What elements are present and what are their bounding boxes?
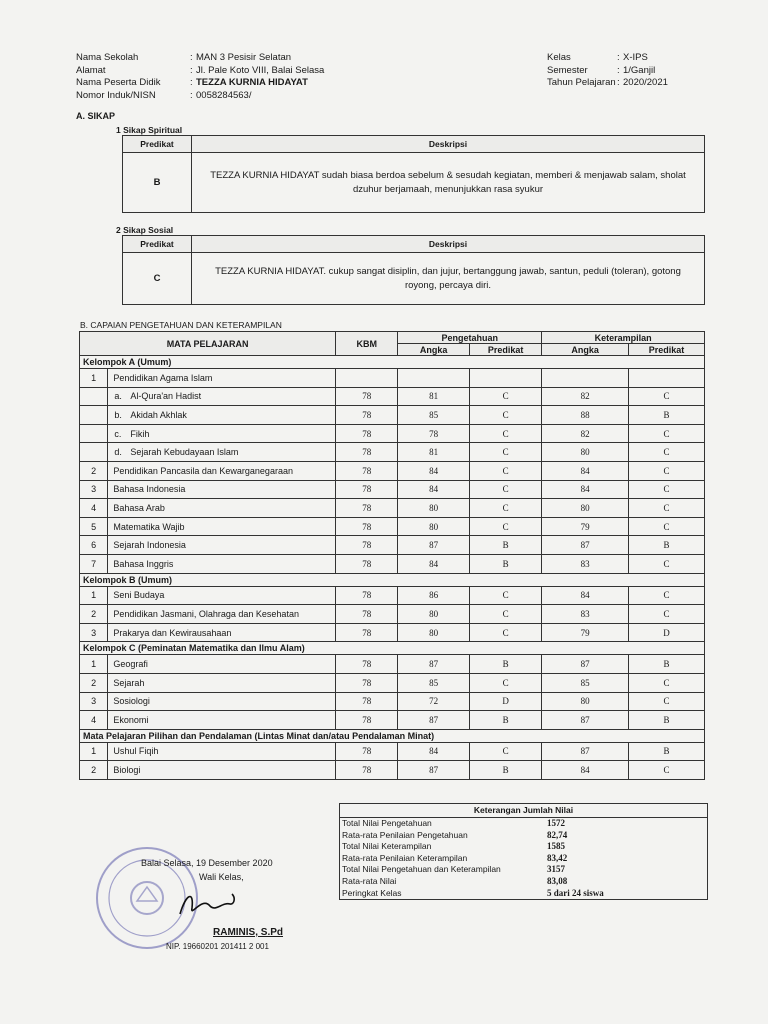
- subject-label: Pendidikan Agama Islam: [113, 372, 213, 383]
- info-label: Tahun Pelajaran: [547, 77, 616, 88]
- table-row: [80, 586, 705, 605]
- summary-label: Peringkat Kelas: [342, 887, 402, 898]
- keterampilan-angka: 82: [542, 387, 629, 406]
- info-value: 0058284563/: [196, 89, 252, 101]
- pengetahuan-angka: 78: [398, 424, 470, 443]
- keterampilan-angka: 87: [542, 711, 629, 730]
- subject-name: [108, 480, 336, 499]
- sign-name: RAMINIS, S.Pd: [213, 927, 284, 938]
- col-keterampilan: Keterampilan: [542, 332, 705, 344]
- kbm-value: [336, 369, 398, 388]
- pengetahuan-angka: 84: [398, 480, 470, 499]
- table-row: [80, 517, 705, 536]
- group-title: Kelompok A (Umum): [80, 356, 705, 369]
- pengetahuan-predikat: D: [469, 692, 541, 711]
- keterampilan-predikat: C: [628, 517, 704, 536]
- info-label: Nama Peserta Didik: [76, 77, 161, 88]
- info-colon: :: [190, 89, 193, 101]
- keterampilan-angka: 84: [542, 761, 629, 780]
- kbm-value: 78: [336, 711, 398, 730]
- table-row: [80, 424, 705, 443]
- col-mata-pelajaran: MATA PELAJARAN: [80, 332, 336, 356]
- table-row: [80, 369, 705, 388]
- kbm-value: 78: [336, 605, 398, 624]
- col-kbm: KBM: [336, 332, 398, 356]
- row-number: 3: [80, 692, 108, 711]
- kbm-value: 78: [336, 673, 398, 692]
- group-title: Mata Pelajaran Pilihan dan Pendalaman (Lintas Minat dan/atau Pendalaman Minat): [80, 729, 705, 742]
- summary-label: Total Nilai Pengetahuan dan Keterampilan: [342, 864, 501, 875]
- pengetahuan-predikat: C: [469, 586, 541, 605]
- keterampilan-predikat: C: [628, 480, 704, 499]
- subject-letter: b.: [114, 409, 122, 420]
- info-colon: :: [617, 64, 620, 76]
- keterampilan-angka: 87: [542, 742, 629, 761]
- subject-name: [108, 673, 336, 692]
- kbm-value: 78: [336, 517, 398, 536]
- table-row: [80, 461, 705, 480]
- spiritual-predikat: B: [123, 153, 192, 213]
- table-row: [80, 623, 705, 642]
- col-pengetahuan-angka: Angka: [398, 344, 470, 356]
- row-number: [80, 406, 108, 425]
- row-number: 2: [80, 461, 108, 480]
- info-label: Semester: [547, 64, 588, 76]
- subject-name: [108, 761, 336, 780]
- subject-label: Akidah Akhlak: [130, 409, 187, 420]
- summary-row: [340, 818, 707, 830]
- pengetahuan-predikat: C: [469, 499, 541, 518]
- subject-name: [108, 461, 336, 480]
- summary-label: Rata-rata Penilaian Pengetahuan: [342, 829, 468, 840]
- subject-label: Sejarah Indonesia: [113, 540, 186, 551]
- keterampilan-angka: 82: [542, 424, 629, 443]
- row-number: [80, 424, 108, 443]
- summary-value: 1572: [547, 818, 565, 828]
- summary-row: [340, 830, 707, 842]
- table-row: [80, 480, 705, 499]
- subject-name: [108, 655, 336, 674]
- summary-row: [340, 864, 707, 876]
- kbm-value: 78: [336, 655, 398, 674]
- info-row: [547, 52, 668, 65]
- table-row: [80, 406, 705, 425]
- keterampilan-angka: 85: [542, 673, 629, 692]
- summary-title: Keterangan Jumlah Nilai: [340, 804, 707, 818]
- summary-box: [339, 803, 708, 900]
- pengetahuan-predikat: B: [469, 711, 541, 730]
- pengetahuan-predikat: C: [469, 517, 541, 536]
- keterampilan-predikat: C: [628, 499, 704, 518]
- table-row: [80, 711, 705, 730]
- sikap-sosial-table: [122, 235, 705, 305]
- keterampilan-angka: 80: [542, 692, 629, 711]
- keterampilan-predikat: B: [628, 536, 704, 555]
- pengetahuan-angka: 87: [398, 711, 470, 730]
- subject-name: [108, 554, 336, 573]
- subject-name: [108, 623, 336, 642]
- summary-row: [340, 888, 707, 900]
- row-number: 2: [80, 761, 108, 780]
- keterampilan-predikat: B: [628, 711, 704, 730]
- subject-label: Sosiologi: [113, 696, 150, 707]
- row-number: [80, 443, 108, 462]
- table-row: [80, 605, 705, 624]
- info-colon: :: [617, 52, 620, 63]
- col-deskripsi: Deskripsi: [192, 236, 705, 253]
- keterampilan-angka: 80: [542, 443, 629, 462]
- row-number: 6: [80, 536, 108, 555]
- subject-label: Bahasa Indonesia: [113, 484, 186, 495]
- section-capaian-title: B. CAPAIAN PENGETAHUAN DAN KETERAMPILAN: [80, 320, 282, 330]
- sign-place-date: Balai Selasa, 19 Desember 2020: [141, 858, 273, 868]
- kbm-value: 78: [336, 623, 398, 642]
- row-number: 4: [80, 711, 108, 730]
- col-predikat: Predikat: [123, 136, 192, 153]
- info-row: [547, 77, 668, 90]
- summary-label: Rata-rata Penilaian Keterampilan: [342, 852, 468, 863]
- table-row: [80, 673, 705, 692]
- pengetahuan-predikat: C: [469, 480, 541, 499]
- col-pengetahuan: Pengetahuan: [398, 332, 542, 344]
- row-number: 2: [80, 673, 108, 692]
- subject-name: [108, 424, 336, 443]
- subject-name: [108, 692, 336, 711]
- kbm-value: 78: [336, 406, 398, 425]
- pengetahuan-angka: 84: [398, 554, 470, 573]
- subject-label: Fikih: [130, 428, 150, 439]
- row-number: 3: [80, 480, 108, 499]
- keterampilan-predikat: C: [628, 586, 704, 605]
- col-keterampilan-predikat: Predikat: [628, 344, 704, 356]
- row-number: 1: [80, 655, 108, 674]
- col-predikat: Predikat: [123, 236, 192, 253]
- kbm-value: 78: [336, 742, 398, 761]
- info-value: MAN 3 Pesisir Selatan: [196, 52, 292, 63]
- pengetahuan-angka: 85: [398, 673, 470, 692]
- pengetahuan-predikat: C: [469, 387, 541, 406]
- group-row: [80, 642, 705, 655]
- keterampilan-predikat: [628, 369, 704, 388]
- keterampilan-predikat: C: [628, 761, 704, 780]
- pengetahuan-predikat: [469, 369, 541, 388]
- pengetahuan-angka: 80: [398, 499, 470, 518]
- info-label: Kelas: [547, 52, 571, 63]
- info-label: Alamat: [76, 64, 106, 76]
- summary-value: 3157: [547, 864, 565, 875]
- keterampilan-predikat: C: [628, 692, 704, 711]
- sosial-predikat: C: [123, 253, 192, 305]
- subject-label: Ekonomi: [113, 714, 149, 725]
- summary-row: [340, 876, 707, 888]
- keterampilan-angka: [542, 369, 629, 388]
- keterampilan-predikat: C: [628, 605, 704, 624]
- pengetahuan-predikat: C: [469, 424, 541, 443]
- subject-label: Sejarah Kebudayaan Islam: [130, 447, 239, 458]
- pengetahuan-predikat: C: [469, 406, 541, 425]
- group-row: [80, 729, 705, 742]
- table-row: [80, 692, 705, 711]
- subject-name: [108, 536, 336, 555]
- info-value: X-IPS: [623, 52, 648, 63]
- table-row: [80, 761, 705, 780]
- summary-value: 1585: [547, 841, 565, 852]
- subject-label: Pendidikan Pancasila dan Kewarganegaraan: [113, 465, 293, 476]
- kbm-value: 78: [336, 443, 398, 462]
- subject-name: [108, 742, 336, 761]
- pengetahuan-angka: 80: [398, 605, 470, 624]
- subject-name: [108, 711, 336, 730]
- pengetahuan-angka: 87: [398, 761, 470, 780]
- kbm-value: 78: [336, 387, 398, 406]
- sikap-spiritual-title: 1 Sikap Spiritual: [116, 125, 183, 135]
- keterampilan-predikat: B: [628, 406, 704, 425]
- pengetahuan-predikat: B: [469, 554, 541, 573]
- col-keterampilan-angka: Angka: [542, 344, 629, 356]
- summary-value: 82,74: [547, 829, 568, 840]
- subject-label: Bahasa Arab: [113, 502, 165, 513]
- row-number: 5: [80, 517, 108, 536]
- info-value: 2020/2021: [623, 77, 668, 88]
- pengetahuan-angka: 87: [398, 536, 470, 555]
- subject-name: [108, 517, 336, 536]
- info-label: Nama Sekolah: [76, 52, 139, 63]
- keterampilan-angka: 87: [542, 655, 629, 674]
- group-title: Kelompok B (Umum): [80, 573, 705, 586]
- keterampilan-angka: 87: [542, 536, 629, 555]
- subject-label: Sejarah: [113, 677, 145, 688]
- pengetahuan-angka: 81: [398, 387, 470, 406]
- table-row: [80, 387, 705, 406]
- pengetahuan-angka: [398, 369, 470, 388]
- keterampilan-angka: 79: [542, 517, 629, 536]
- group-title: Kelompok C (Peminatan Matematika dan Ilmu Alam): [80, 642, 705, 655]
- summary-label: Total Nilai Pengetahuan: [342, 818, 432, 828]
- pengetahuan-predikat: C: [469, 605, 541, 624]
- subject-label: Prakarya dan Kewirausahaan: [113, 627, 232, 638]
- summary-value: 83,08: [547, 875, 568, 886]
- pengetahuan-angka: 84: [398, 461, 470, 480]
- row-number: 1: [80, 586, 108, 605]
- info-value: TEZZA KURNIA HIDAYAT: [196, 77, 308, 88]
- subject-name: [108, 443, 336, 462]
- group-row: [80, 356, 705, 369]
- keterampilan-predikat: C: [628, 387, 704, 406]
- row-number: 2: [80, 605, 108, 624]
- pengetahuan-predikat: B: [469, 536, 541, 555]
- subject-label: Geografi: [113, 659, 148, 670]
- row-number: 7: [80, 554, 108, 573]
- sign-nip: NIP. 19660201 201411 2 001: [166, 942, 269, 951]
- info-row: [547, 65, 668, 78]
- kbm-value: 78: [336, 586, 398, 605]
- pengetahuan-predikat: C: [469, 443, 541, 462]
- row-number: 1: [80, 742, 108, 761]
- summary-value: 83,42: [547, 852, 568, 863]
- col-pengetahuan-predikat: Predikat: [469, 344, 541, 356]
- row-number: 3: [80, 623, 108, 642]
- subject-name: [108, 406, 336, 425]
- pengetahuan-predikat: C: [469, 742, 541, 761]
- keterampilan-predikat: C: [628, 673, 704, 692]
- keterampilan-angka: 83: [542, 554, 629, 573]
- keterampilan-predikat: C: [628, 443, 704, 462]
- keterampilan-angka: 80: [542, 499, 629, 518]
- subject-name: [108, 369, 336, 388]
- subject-name: [108, 387, 336, 406]
- kbm-value: 78: [336, 461, 398, 480]
- summary-value: 5 dari 24 siswa: [547, 887, 604, 898]
- grades-table: [79, 331, 705, 780]
- spiritual-deskripsi: TEZZA KURNIA HIDAYAT sudah biasa berdoa sebelum & sesudah kegiatan, memberi & menjawab salam, sholat dzuhur berjamaah, menunjukkan rasa syukur: [192, 153, 705, 213]
- subject-label: Bahasa Inggris: [113, 558, 174, 569]
- pengetahuan-angka: 80: [398, 623, 470, 642]
- table-row: [80, 499, 705, 518]
- kbm-value: 78: [336, 761, 398, 780]
- sosial-deskripsi: TEZZA KURNIA HIDAYAT. cukup sangat disiplin, dan jujur, bertanggung jawab, santun, peduli (toleran), gotong royong, percaya diri.: [192, 253, 705, 305]
- subject-letter: a.: [114, 391, 122, 402]
- summary-label: Total Nilai Keterampilan: [342, 841, 432, 852]
- sikap-spiritual-table: [122, 135, 705, 213]
- kbm-value: 78: [336, 692, 398, 711]
- keterampilan-angka: 83: [542, 605, 629, 624]
- sign-role: Wali Kelas,: [199, 872, 244, 882]
- keterampilan-angka: 88: [542, 406, 629, 425]
- info-colon: :: [190, 77, 193, 88]
- subject-name: [108, 586, 336, 605]
- subject-label: Biologi: [113, 765, 141, 776]
- table-row: [80, 742, 705, 761]
- subject-label: Seni Budaya: [113, 590, 165, 601]
- pengetahuan-angka: 85: [398, 406, 470, 425]
- keterampilan-predikat: B: [628, 742, 704, 761]
- col-deskripsi: Deskripsi: [192, 136, 705, 153]
- keterampilan-predikat: B: [628, 655, 704, 674]
- pengetahuan-angka: 87: [398, 655, 470, 674]
- info-row: [76, 65, 324, 78]
- subject-name: [108, 499, 336, 518]
- group-row: [80, 573, 705, 586]
- pengetahuan-predikat: C: [469, 461, 541, 480]
- kbm-value: 78: [336, 499, 398, 518]
- keterampilan-predikat: C: [628, 424, 704, 443]
- subject-label: Pendidikan Jasmani, Olahraga dan Kesehatan: [113, 608, 299, 619]
- kbm-value: 78: [336, 424, 398, 443]
- pengetahuan-angka: 80: [398, 517, 470, 536]
- summary-label: Rata-rata Nilai: [342, 875, 397, 886]
- pengetahuan-angka: 84: [398, 742, 470, 761]
- table-row: [80, 655, 705, 674]
- handwritten-signature: [172, 884, 242, 924]
- sikap-sosial-title: 2 Sikap Sosial: [116, 225, 174, 235]
- keterampilan-predikat: C: [628, 554, 704, 573]
- pengetahuan-predikat: C: [469, 623, 541, 642]
- kbm-value: 78: [336, 536, 398, 555]
- info-label: Nomor Induk/NISN: [76, 89, 156, 101]
- kbm-value: 78: [336, 554, 398, 573]
- info-colon: :: [190, 52, 193, 63]
- info-row: [76, 77, 324, 90]
- info-value: 1/Ganjil: [623, 64, 656, 76]
- pengetahuan-predikat: B: [469, 655, 541, 674]
- subject-name: [108, 605, 336, 624]
- table-row: [80, 536, 705, 555]
- keterampilan-predikat: C: [628, 461, 704, 480]
- pengetahuan-angka: 86: [398, 586, 470, 605]
- info-row: [76, 52, 324, 65]
- pengetahuan-angka: 81: [398, 443, 470, 462]
- info-value: Jl. Pale Koto VIII, Balai Selasa: [196, 64, 325, 76]
- subject-label: Al-Qura'an Hadist: [130, 391, 202, 402]
- subject-letter: d.: [114, 447, 122, 458]
- row-number: [80, 387, 108, 406]
- section-sikap-title: A. SIKAP: [76, 111, 116, 121]
- pengetahuan-predikat: C: [469, 673, 541, 692]
- info-row: [76, 90, 324, 103]
- keterampilan-angka: 84: [542, 480, 629, 499]
- student-info: [76, 52, 324, 102]
- keterampilan-predikat: D: [628, 623, 704, 642]
- row-number: 1: [80, 369, 108, 388]
- class-info: [547, 52, 668, 90]
- table-row: [80, 554, 705, 573]
- pengetahuan-predikat: B: [469, 761, 541, 780]
- keterampilan-angka: 84: [542, 461, 629, 480]
- row-number: 4: [80, 499, 108, 518]
- table-row: [80, 443, 705, 462]
- keterampilan-angka: 79: [542, 623, 629, 642]
- kbm-value: 78: [336, 480, 398, 499]
- subject-label: Ushul Fiqih: [113, 746, 159, 757]
- keterampilan-angka: 84: [542, 586, 629, 605]
- info-colon: :: [190, 64, 193, 76]
- subject-label: Matematika Wajib: [113, 521, 185, 532]
- pengetahuan-angka: 72: [398, 692, 470, 711]
- summary-row: [340, 853, 707, 865]
- info-colon: :: [617, 77, 620, 88]
- subject-letter: c.: [114, 428, 122, 439]
- summary-row: [340, 841, 707, 853]
